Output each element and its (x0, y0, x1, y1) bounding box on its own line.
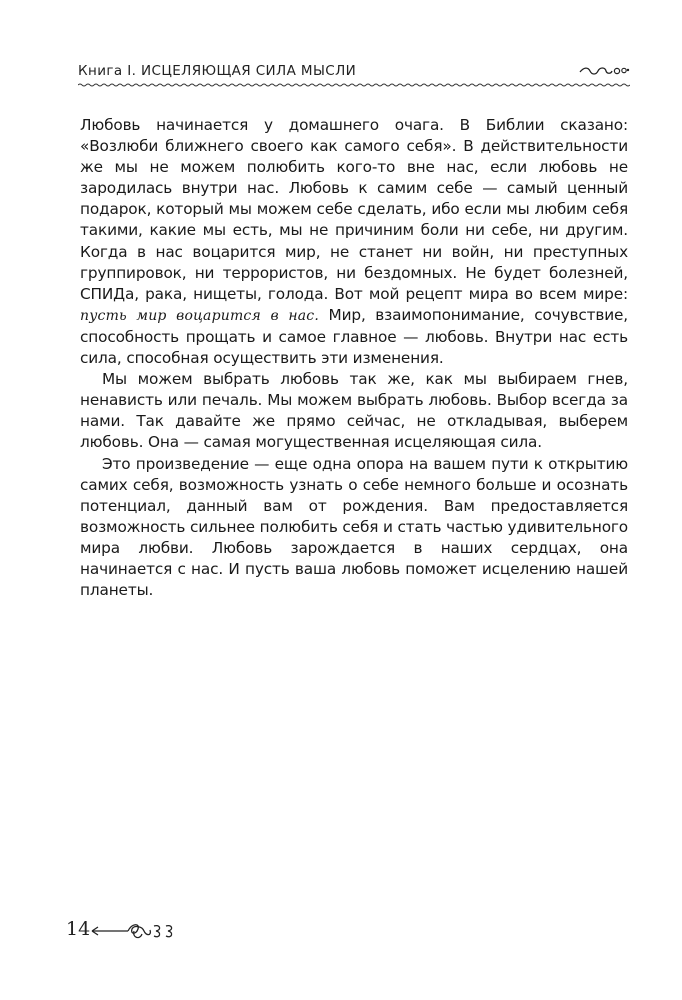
page-number: 14 (66, 918, 91, 940)
body-text (80, 115, 628, 601)
paragraph-1 (80, 115, 628, 369)
header-title: Книга I. ИСЦЕЛЯЮЩАЯ СИЛА МЫСЛИ (78, 63, 357, 79)
page-footer (66, 918, 186, 948)
header-wavy-rule (78, 83, 630, 87)
paragraph-1-end: Мир, взаимопонимание, сочувствие, способность прощать и самое главное — любовь. Внутри нас есть сила, способная осуществить эти изменения. (80, 305, 628, 368)
handwritten-phrase: пусть мир воцарится в нас. (80, 307, 319, 324)
swirl-ornament-icon (578, 63, 630, 79)
running-header (78, 63, 630, 85)
paragraph-1-start: Любовь начинается у домашнего очага. В Библии сказано: «Возлюби ближнего своего как самого себя». В действительности же мы не можем полюбить кого-то вне нас, если любовь не зародилась внутри нас. Любовь к самим себе — самый ценный подарок, который мы можем себе сделать, ибо если мы любим себя такими, какие мы есть, мы не причиним боли ни себе, ни другим. Когда в нас воцарится мир, не станет ни войн, ни преступных группировок, ни террористов, ни бездомных. Не будет болезней, СПИДа, рака, нищеты, голода. Вот мой рецепт мира во всем мире: (80, 116, 628, 303)
arrow-flourish-icon (88, 920, 180, 942)
paragraph-2: Мы можем выбрать любовь так же, как мы выбираем гнев, ненависть или печаль. Мы можем выбрать любовь. Выбор всегда за нами. Так давайте же прямо сейчас, не откладывая, выберем любовь. Она — самая могущественная исцеляющая сила. (80, 370, 628, 452)
paragraph-3: Это произведение — еще одна опора на вашем пути к открытию самих себя, возможность узнать о себе немного больше и осознать потенциал, данный вам от рождения. Вам предоставляется возможность сильнее полюбить себя и стать частью удивительного мира любви. Любовь зарождается в наших сердцах, она начинается с нас. И пусть ваша любовь поможет исцелению нашей планеты. (80, 454, 628, 600)
